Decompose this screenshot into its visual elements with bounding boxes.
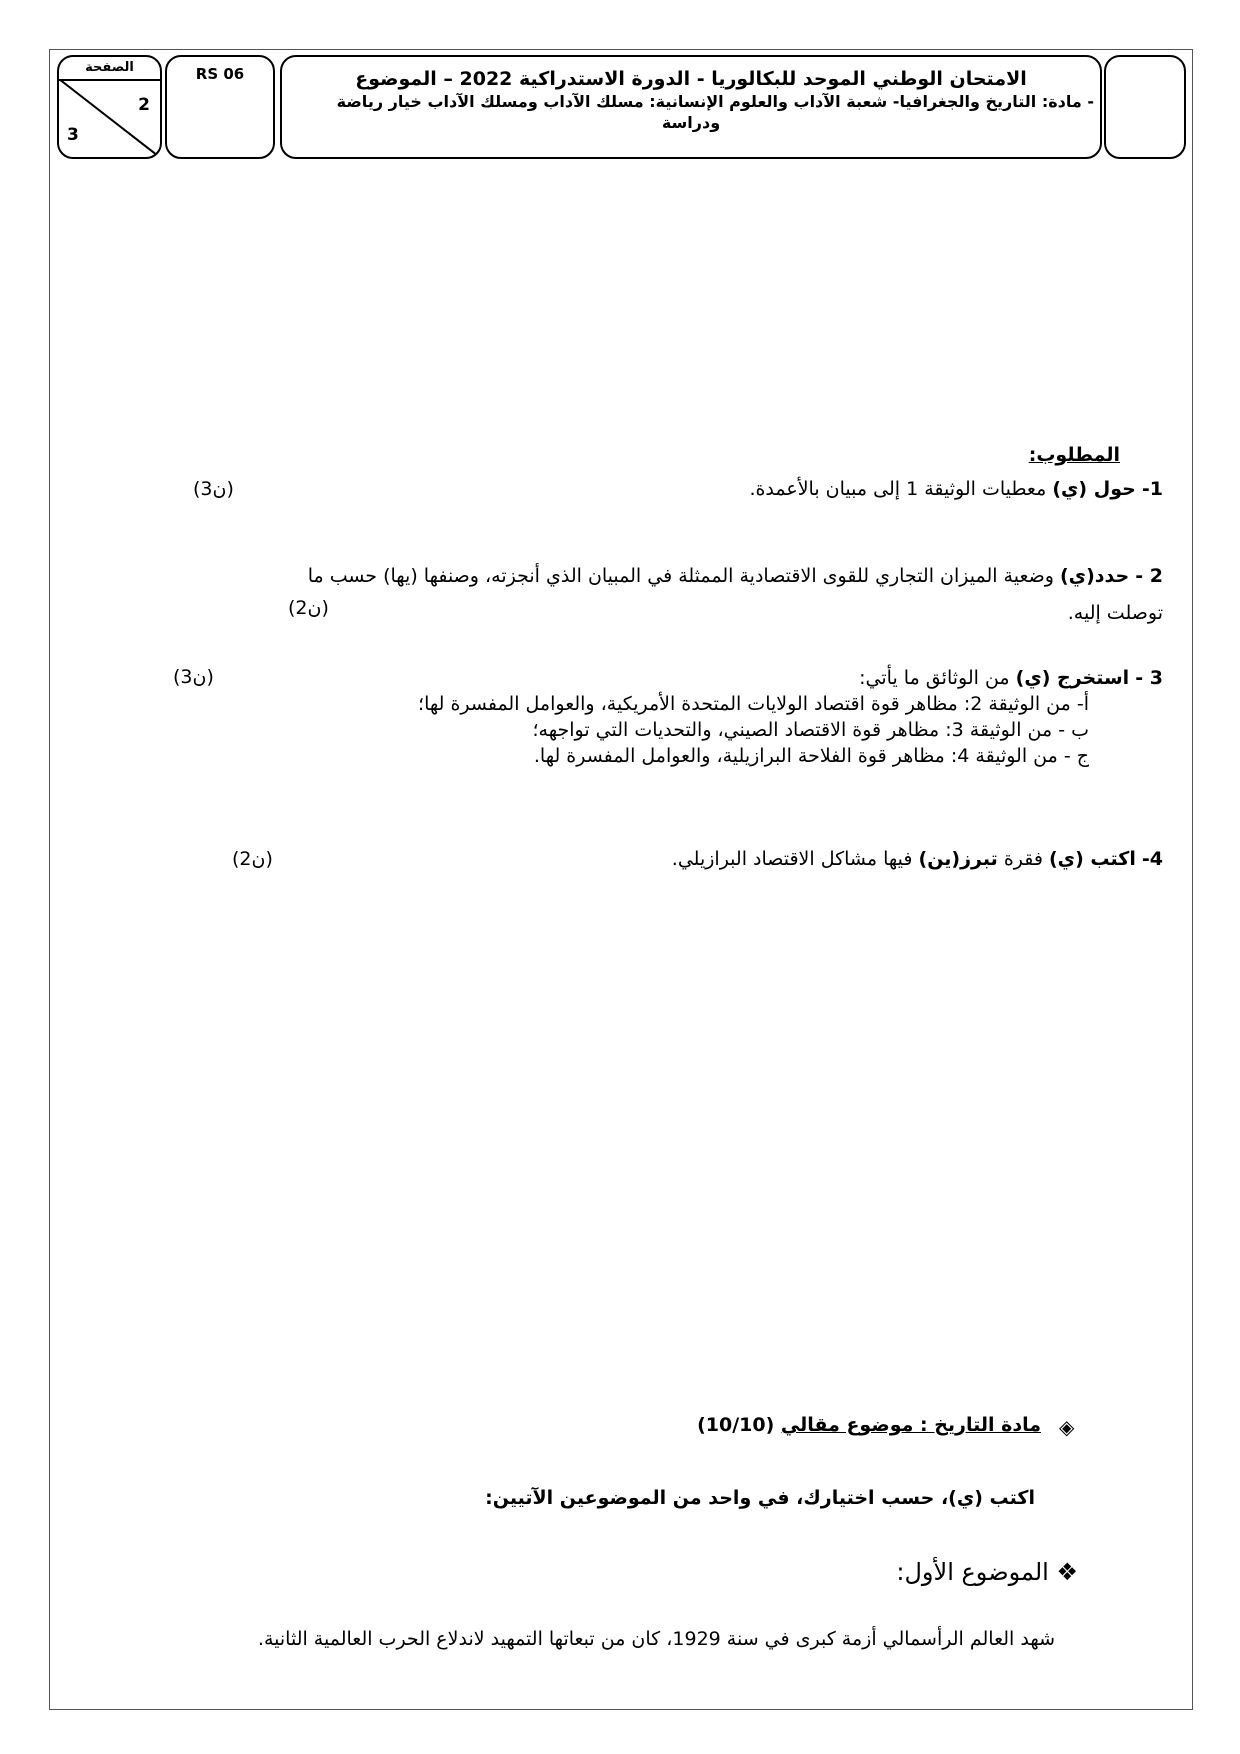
history-title: مادة التاريخ : موضوع مقالي xyxy=(780,1414,1041,1436)
page-label: الصفحة xyxy=(59,59,160,81)
page-frame xyxy=(49,49,1193,1710)
question-1 xyxy=(749,477,1163,502)
question-2 xyxy=(308,564,1163,589)
q4-number: 4- xyxy=(1141,848,1163,870)
q3-points: (3ن) xyxy=(173,666,214,688)
q2-text: وضعية الميزان التجاري للقوى الاقتصادية الممثلة في المبيان الذي أنجزته، وصنفها (يها) حسب ما xyxy=(307,565,1054,587)
q1-text: معطيات الوثيقة 1 إلى مبيان بالأعمدة. xyxy=(749,478,1047,500)
history-instruction: اكتب (ي)، حسب اختيارك، في واحد من الموضوعين الآتيين: xyxy=(485,1487,1035,1509)
q2-number: 2 - xyxy=(1135,565,1163,587)
q4-verb2: تبرز(ين) xyxy=(918,848,998,870)
topic-1-text: شهد العالم الرأسمالي أزمة كبرى في سنة 1929، كان من تبعاتها التمهيد لاندلاع الحرب العالمية الثانية. xyxy=(257,1628,1055,1650)
q3-number: 3 - xyxy=(1135,667,1163,689)
q4-text: فيها مشاكل الاقتصاد البرازيلي. xyxy=(671,848,913,870)
question-4 xyxy=(672,847,1163,872)
q1-points: (3ن) xyxy=(193,478,234,500)
exam-title-box xyxy=(280,55,1102,159)
q1-number: 1- xyxy=(1141,478,1163,500)
blank-header-box xyxy=(1104,55,1186,159)
q3-item-c: ج - من الوثيقة 4: مظاهر قوة الفلاحة البرازيلية، والعوامل المفسرة لها. xyxy=(533,745,1089,767)
exam-code: RS 06 xyxy=(195,65,245,83)
topic-1-title: الموضوع الأول: xyxy=(896,1558,1049,1586)
history-heading xyxy=(697,1413,1041,1438)
exam-title: الامتحان الوطني الموحد للبكالوريا - الدورة الاستدراكية 2022 – الموضوع xyxy=(355,68,1027,90)
section-title: المطلوب: xyxy=(1028,444,1120,466)
q2-text-cont: توصلت إليه. xyxy=(1067,602,1163,624)
star-bullet-icon: ❖ xyxy=(1056,1558,1078,1586)
question-3 xyxy=(859,666,1163,691)
exam-subject-cont: ودراسة xyxy=(661,113,721,132)
exam-subject: - مادة: التاريخ والجغرافيا- شعبة الآداب والعلوم الإنسانية: مسلك الآداب ومسلك الآداب خيار رياضة xyxy=(336,92,1094,111)
q4-verb: اكتب (ي) xyxy=(1049,848,1136,870)
page-total: 3 xyxy=(67,125,79,145)
q3-item-a: أ- من الوثيقة 2: مظاهر قوة اقتصاد الولايات المتحدة الأمريكية، والعوامل المفسرة لها؛ xyxy=(418,693,1089,715)
history-score: (10/10) xyxy=(697,1414,775,1436)
q4-mid: فقرة xyxy=(1003,848,1043,870)
exam-code-box xyxy=(165,55,275,159)
q2-points: (2ن) xyxy=(288,597,329,619)
q3-verb: استخرج (ي) xyxy=(1015,667,1130,689)
page-current: 2 xyxy=(138,95,150,115)
diagonal-divider xyxy=(59,79,162,159)
topic-1-heading xyxy=(896,1557,1078,1587)
q1-verb: حول (ي) xyxy=(1052,478,1136,500)
q2-verb: حدد(ي) xyxy=(1060,565,1130,587)
q3-text: من الوثائق ما يأتي: xyxy=(859,667,1010,689)
page-number-box xyxy=(57,55,162,159)
q4-points: (2ن) xyxy=(232,848,273,870)
diamond-bullet-icon: ◈ xyxy=(1059,1415,1075,1439)
q3-item-b: ب - من الوثيقة 3: مظاهر قوة الاقتصاد الصيني، والتحديات التي تواجهه؛ xyxy=(532,719,1089,741)
